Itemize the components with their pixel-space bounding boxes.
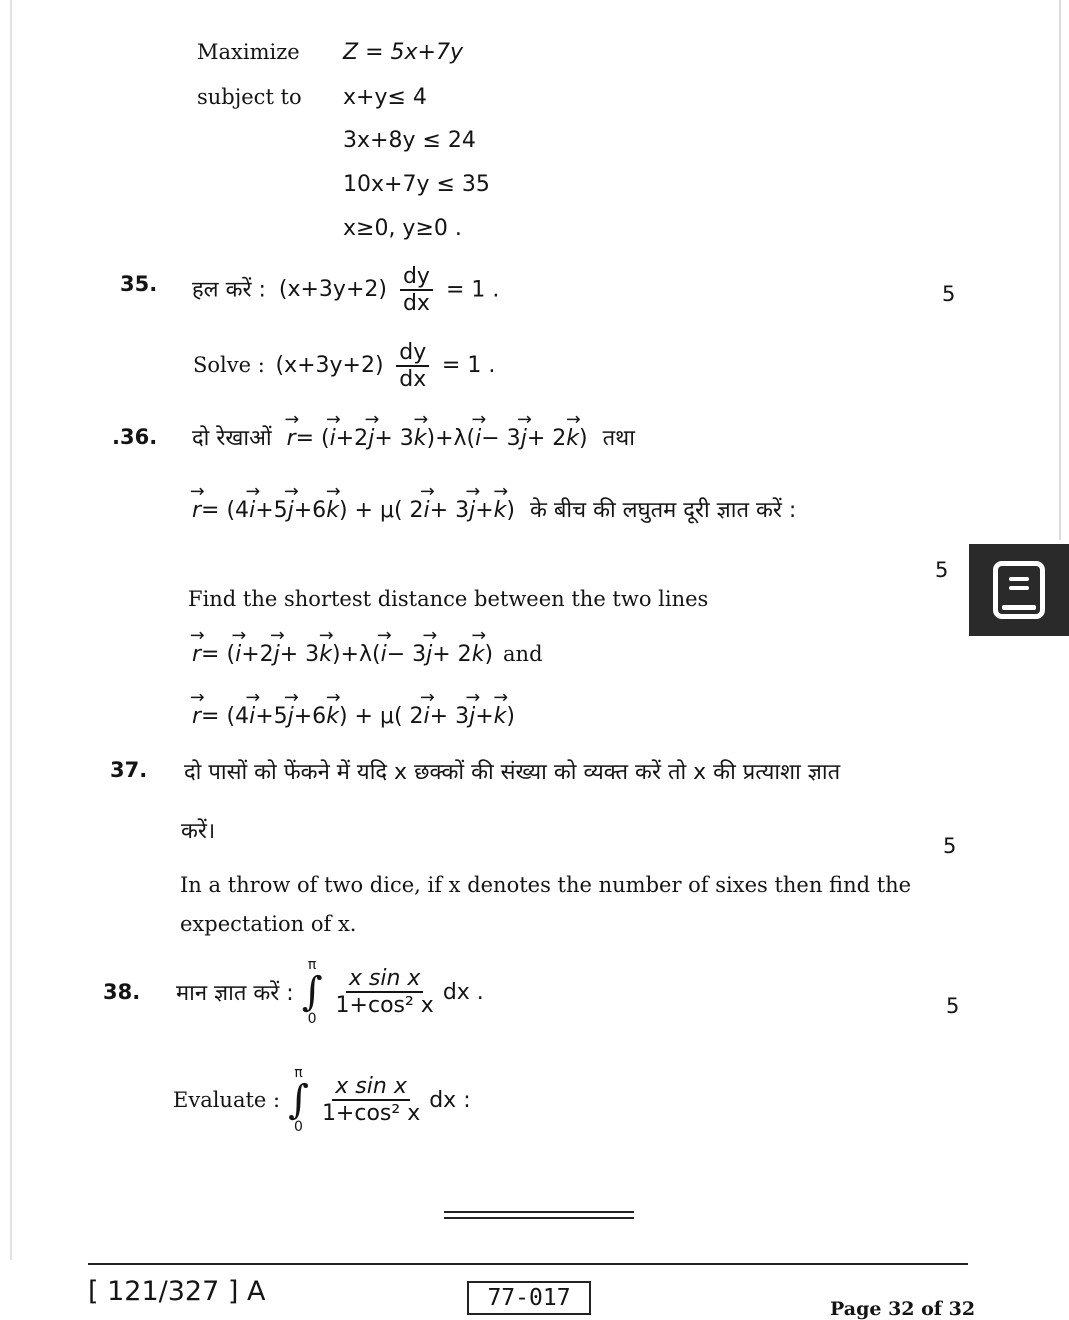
exam-code-box: 77-017 (467, 1281, 591, 1315)
q37-hindi-line1: दो पासों को फेंकने में यदि x छक्कों की संख्या को व्यक्त करें तो x की प्रत्याशा ज्ञात (184, 760, 841, 785)
objective-function: Z = 5x+7y (343, 40, 463, 65)
constraint-2: 3x+8y ≤ 24 (343, 128, 476, 153)
q35-derivative: $\frac{dy}{dx}$ (400, 264, 433, 317)
q37-hindi-line2: करें। (181, 819, 216, 844)
q36-hindi-prefix: दो रेखाओं (192, 426, 272, 451)
q35-hindi-prefix: हल करें : (192, 277, 266, 303)
q38-english (173, 1066, 471, 1134)
q36-line2-hindi: → r= (4→ i+5→ j+6→ k) + μ( 2→ i+ 3→ j+→ k) (192, 498, 515, 523)
constraint-3: 10x+7y ≤ 35 (343, 172, 490, 197)
q38-english-dx: dx : (429, 1087, 471, 1113)
end-rule-top (444, 1211, 634, 1213)
integral-sign-hindi: π ∫ 0 (301, 957, 323, 1027)
q35-en-lhs: (x+3y+2) (275, 352, 384, 378)
page-number: Page 32 of 32 (830, 1298, 976, 1320)
question-number-38: 38. (103, 980, 141, 1004)
maximize-label: Maximize (197, 40, 300, 64)
paper-code: [ 121/327 ] A (88, 1276, 266, 1307)
q36-hindi-line1 (192, 422, 635, 452)
q38-hindi-dx: dx . (442, 979, 484, 1005)
q38-english-fraction: $\frac{\text{x sin x}}{\text{1+cos² x}}$ (321, 1073, 421, 1126)
q35-en-rhs: = 1 . (441, 352, 496, 378)
q35-marks: 5 (942, 282, 956, 306)
q35-english-prefix: Solve : (193, 352, 265, 377)
scan-edge-right (1059, 0, 1061, 540)
question-number-35: 35. (120, 272, 158, 296)
q38-english-prefix: Evaluate : (173, 1088, 281, 1112)
end-rule-bottom (444, 1217, 634, 1219)
q36-and: and (503, 642, 543, 666)
constraint-4: x≥0, y≥0 . (343, 216, 462, 241)
q38-marks: 5 (946, 994, 960, 1018)
q37-marks: 5 (943, 834, 957, 858)
book-icon (993, 561, 1045, 619)
q35-en-derivative: $\frac{dy}{dx}$ (396, 340, 429, 393)
q35-rhs: = 1 . (445, 277, 500, 303)
q36-english-text: Find the shortest distance between the two lines (188, 587, 709, 611)
q38-hindi-fraction: $\frac{\text{x sin x}}{\text{1+cos² x}}$ (335, 965, 434, 1018)
q37-english-line2: expectation of x. (180, 912, 357, 936)
q36-hindi-join: तथा (602, 426, 635, 451)
footer-rule (88, 1263, 968, 1265)
q35-english (193, 340, 495, 393)
question-number-37: 37. (110, 758, 148, 782)
q35-hindi (192, 264, 499, 317)
subject-to-label: subject to (197, 85, 302, 109)
constraint-1: x+y≤ 4 (343, 85, 427, 110)
q36-line1-hindi: → r= (→ i+2→ j+ 3→ k)+λ(→ i− 3→ j+ 2→ k) (287, 426, 588, 451)
q36-line1-english: → r= (→ i+2→ j+ 3→ k)+λ(→ i− 3→ j+ 2→ k) and (192, 642, 543, 667)
q37-english-line1: In a throw of two dice, if x denotes the number of sixes then find the (180, 873, 912, 897)
integral-sign-english: π ∫ 0 (288, 1065, 309, 1135)
scan-edge-left (10, 0, 12, 1260)
q35-lhs: (x+3y+2) (278, 277, 387, 303)
q38-hindi-prefix: मान ज्ञात करें : (176, 981, 294, 1006)
q36-hindi-suffix: के बीच की लघुतम दूरी ज्ञात करें : (529, 498, 797, 523)
q36-hindi-line2 (192, 494, 796, 524)
question-number-36: .36. (112, 425, 158, 449)
q36-marks: 5 (935, 558, 949, 582)
q38-hindi (176, 958, 484, 1026)
q36-line2-english: → r= (4→ i+5→ j+6→ k) + μ( 2→ i+ 3→ j+→ k) (192, 704, 515, 729)
reader-widget-button[interactable] (969, 544, 1069, 636)
